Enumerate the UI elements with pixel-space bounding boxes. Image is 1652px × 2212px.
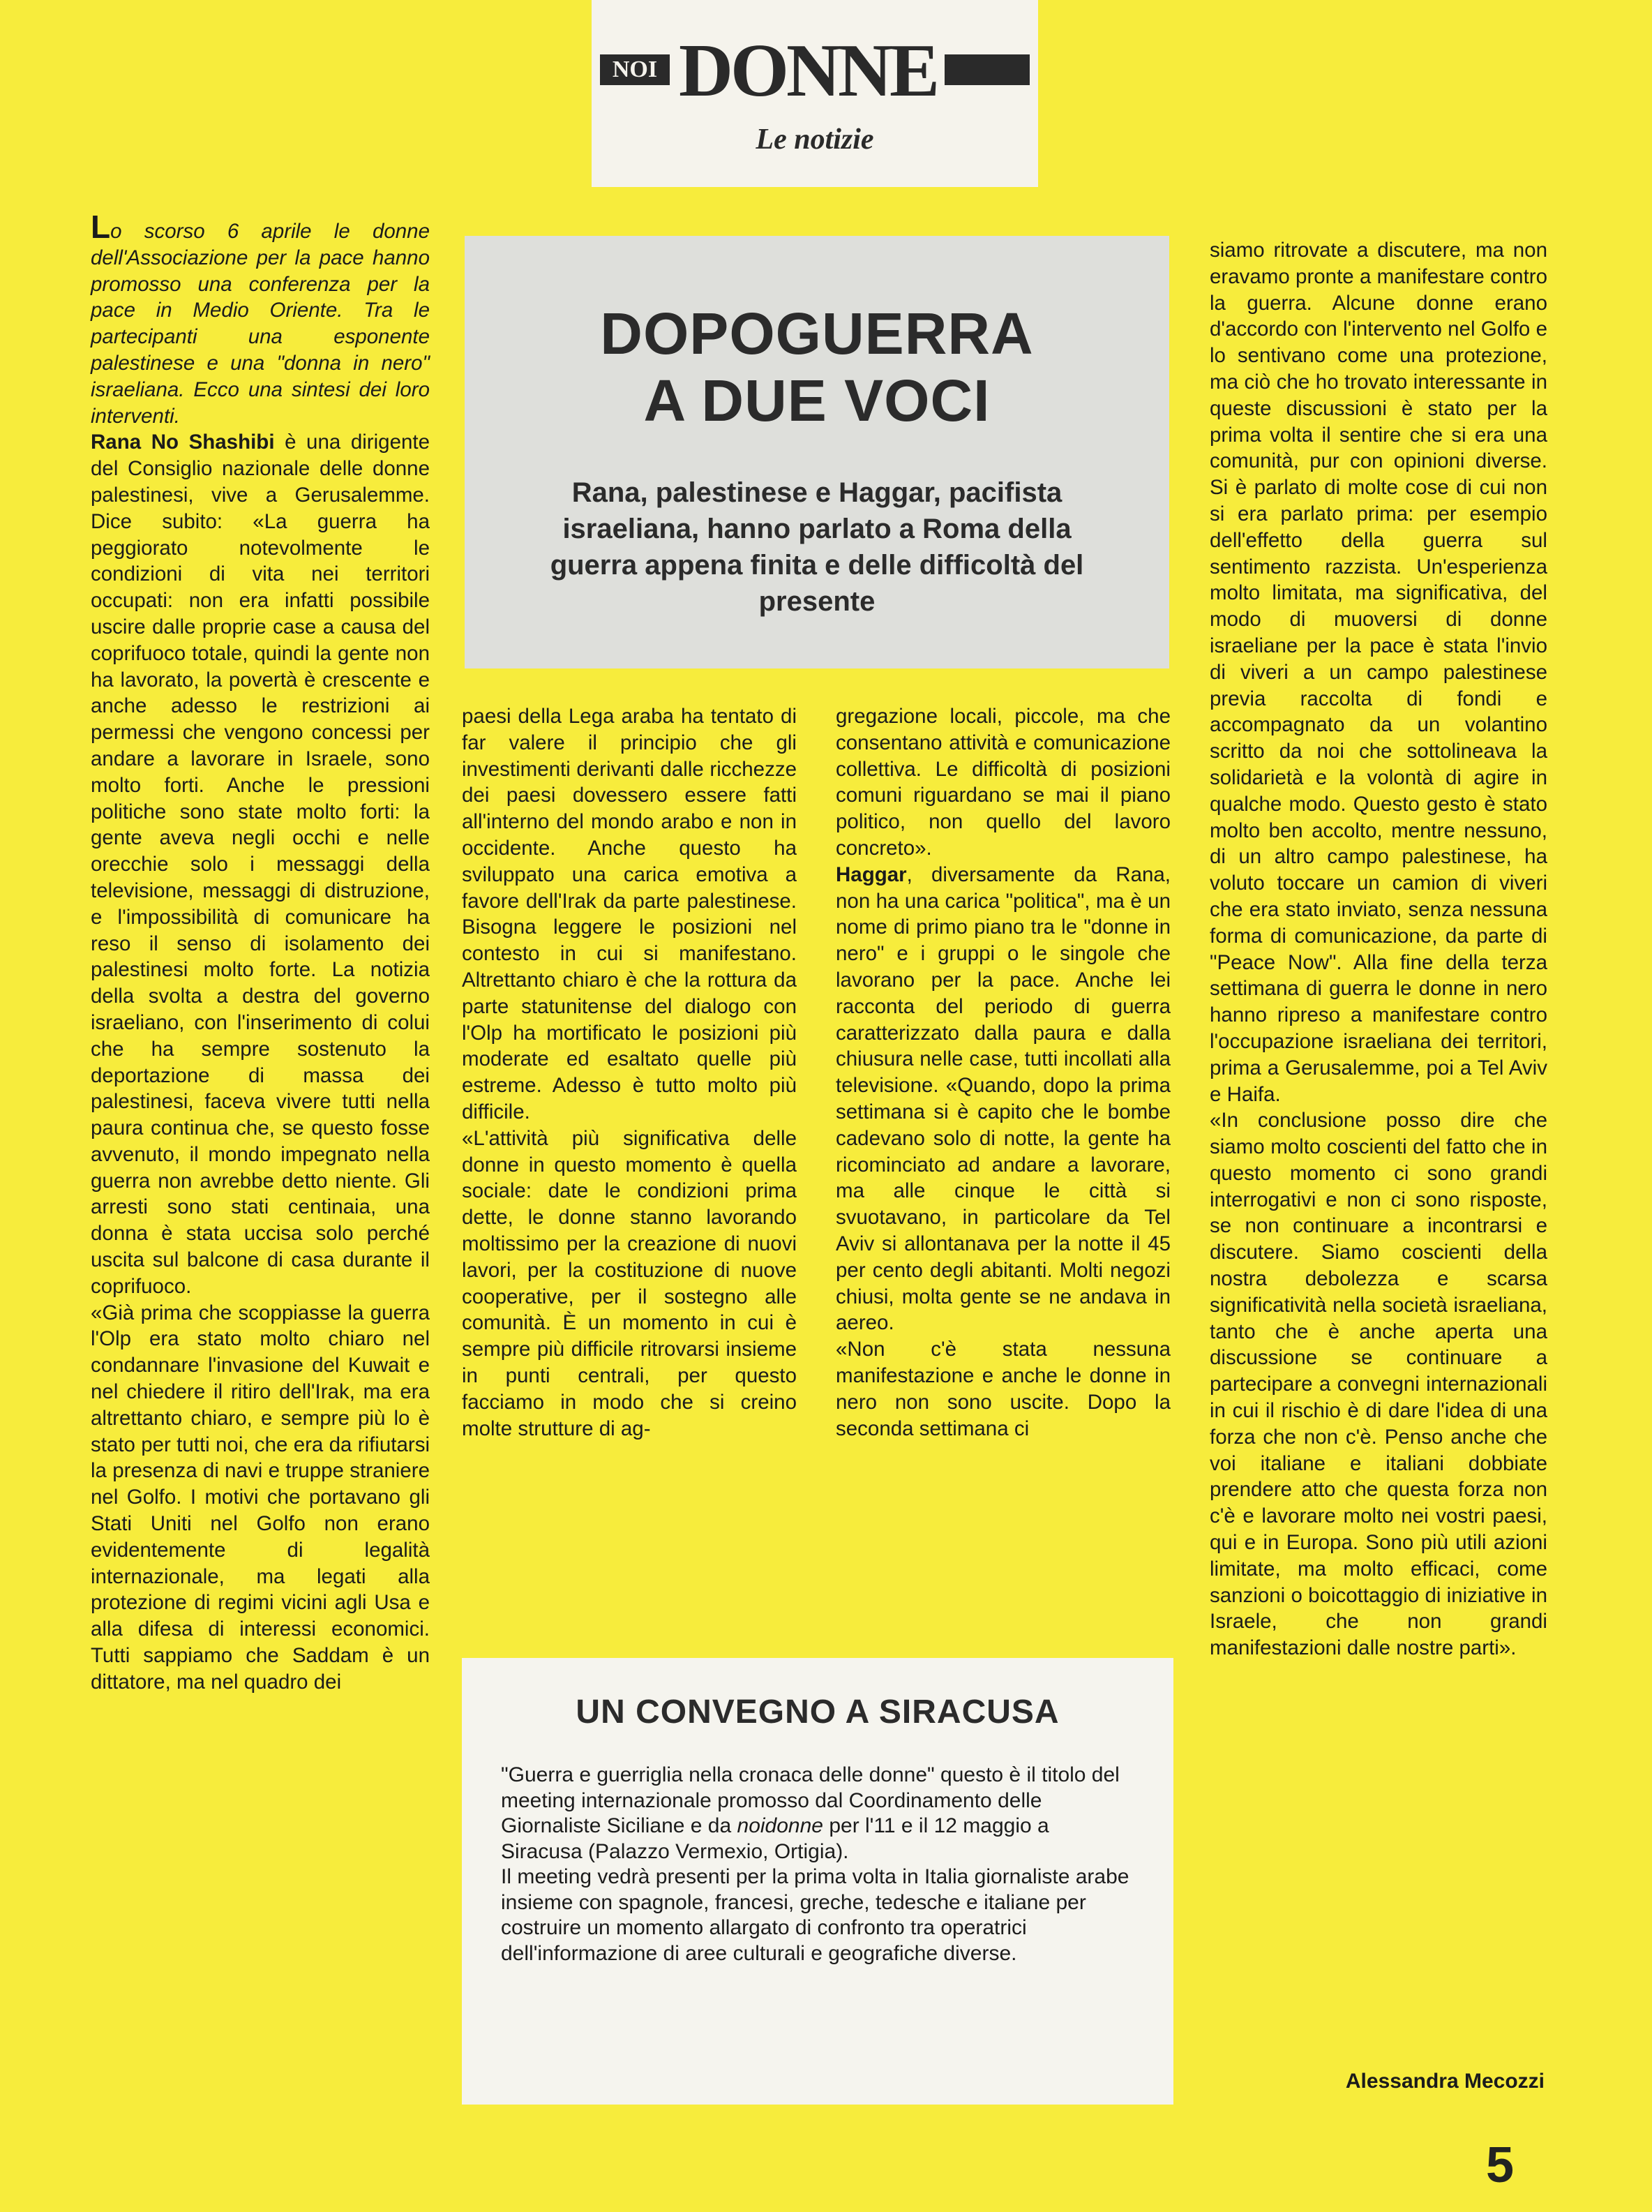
author-signature: Alessandra Mecozzi xyxy=(1345,2070,1545,2093)
sidebar-text xyxy=(501,1763,1136,1966)
headline-line-2: A DUE VOCI xyxy=(643,368,991,433)
headline-deck: Rana, palestinese e Haggar, pacifista israeliana, hanno parlato a Roma della guerra appena finita e delle difficoltà del presente xyxy=(550,477,1084,617)
paragraph xyxy=(836,862,1171,1336)
masthead-noi: NOI xyxy=(612,57,658,82)
paragraph: «L'attività più significativa delle donne in questo momento è quella sociale: date le condizioni prima dette, le donne stanno lavorando moltissimo per la creazione di nuovi lavori, per la costituzione di nuove cooperative, per il sostegno alle comunità. È un momento in cui è sempre più difficile ritrovarsi insieme in punti centrali, per questo facciamo in modo che si creino molte strutture di ag- xyxy=(462,1126,797,1440)
headline xyxy=(465,300,1169,434)
speaker-haggar: Haggar xyxy=(836,862,907,886)
sidebar-text-part: per l'11 e il 12 maggio a Siracusa (Palazzo Vermexio, Ortigia). xyxy=(501,1814,1049,1863)
article-column-2 xyxy=(462,703,797,1442)
paragraph xyxy=(91,429,430,1299)
paragraph: «Già prima che scoppiasse la guerra l'Olp era stato molto chiaro nel condannare l'invasione del Kuwait e nel chiedere il ritiro dell'Irak, ma era altrettanto chiaro, e sempre più lo è stato per tutti noi, che era da rifiutarsi la presenza di navi e truppe straniere nel Golfo. I motivi che portavano gli Stati Uniti nel Golfo non erano evidentemente di legalità internazionale, ma legati alla protezione di regimi vicini agli Usa e alla difesa di interessi economici. Tutti sappiamo che Saddam è un dittatore, ma nel quadro dei xyxy=(91,1301,430,1694)
sidebar-paragraph: Il meeting vedrà presenti per la prima volta in Italia giornaliste arabe insieme con spagnole, francesi, greche, tedesche e italiane per costruire un momento allargato di confronto tra operatrici dell'informazione di aree culturali e geografiche diverse. xyxy=(501,1865,1129,1965)
article-column-3 xyxy=(836,703,1171,1442)
masthead-bar-right xyxy=(945,54,1030,85)
paragraph: «Non c'è stata nessuna manifestazione e anche le donne in nero non sono uscite. Dopo la seconda settimana ci xyxy=(836,1338,1171,1440)
headline-line-1: DOPOGUERRA xyxy=(600,301,1034,366)
intro-text: o scorso 6 aprile le donne dell'Associazione per la pace hanno promosso una conferenza per la pace in Medio Oriente. Tra le partecipanti una esponente palestinese e una "donna in nero" israeliana. Ecco una sintesi dei loro interventi. xyxy=(91,220,430,428)
paragraph-text: , diversamente da Rana, non ha una carica "politica", ma è un nome di primo piano tra le "donne in nero" e i gruppi o le singole che lavorano per la pace. Anche lei racconta del periodo di guerra caratterizzato dalla paura e dalla chiusura nelle case, tutti incollati alla televisione. «Quando, dopo la prima settimana si è capito che le bombe cadevano solo di notte, la gente ha ricominciato ad andare a lavorare, ma alle cinque le città si svuotavano, in particolare da Tel Aviv si allontanava per la notte il 45 per cento degli abitanti. Molti negozi chiusi, molta gente se ne andava in aereo. xyxy=(836,862,1171,1335)
paragraph: gregazione locali, piccole, ma che consentano attività e comunicazione collettiva. Le difficoltà di posizioni comuni riguardano se mai il piano politico, non quello del lavoro concreto». xyxy=(836,705,1171,860)
drop-cap: L xyxy=(91,209,111,245)
speaker-rana: Rana No Shashibi xyxy=(91,431,275,454)
masthead-logo xyxy=(592,29,1038,112)
sidebar-title: UN CONVEGNO A SIRACUSA xyxy=(576,1694,1060,1731)
headline-box xyxy=(465,236,1169,668)
masthead xyxy=(592,0,1038,187)
sidebar-paragraph xyxy=(501,1763,1136,1864)
paragraph: paesi della Lega araba ha tentato di far valere il principio che gli investimenti derivanti dalle ricchezze dei paesi dovessero essere fatti all'interno del mondo arabo e non in occidente. Anche questo ha sviluppato una carica emotiva a favore dell'Irak da parte palestinese. Bisogna leggere le posizioni nel contesto in cui si manifestano. Altrettanto chiaro è che la rottura da parte statunitense del dialogo con l'Olp ha mortificato le posizioni più moderate ed esaltato quelle più estreme. Adesso è tutto molto più difficile. xyxy=(462,705,797,1123)
paragraph: siamo ritrovate a discutere, ma non eravamo pronte a manifestare contro la guerra. Alcune donne erano d'accordo con l'intervento nel Golfo e lo sentivano come una protezione, ma ciò che ho trovato interessante in queste discussioni è stato per la prima volta il sentire che si era una comunità, pur con opinioni diverse. Si è parlato di molte cose di cui non si era parlato prima: per esempio dell'effetto della guerra sul sentimento razzista. Un'esperienza molto limitata, ma significativa, del modo di muoversi di donne israeliane per la pace è stata l'invio di viveri a un campo palestinese previa raccolta di fondi e accompagnato da un volantino scritto da noi che sottolineava la solidarietà e la volontà di agire in qualche modo. Questo gesto è stato molto ben accolto, mentre nessuno, di un altro campo palestinese, ha voluto toccare un camion di viveri che era stato inviato, senza nessuna forma di comunicazione, da parte di "Peace Now". Alla fine della terza settimana di guerra le donne in nero hanno ripreso a manifestare contro l'occupazione israeliana dei territori, prima a Gerusalemme, poi a Tel Aviv e Haifa. xyxy=(1210,239,1547,1106)
paragraph-text: è una dirigente del Consiglio nazionale delle donne palestinesi, vive a Gerusalemme. Dice subito: «La guerra ha peggiorato notevolmente le condizioni di vita nei territori occupati: non era infatti possibile uscire dalle proprie case a causa del coprifuoco totale, quindi la gente non ha lavorato, la povertà è crescente e anche adesso le restrizioni ai permessi che vengono concessi per andare a lavorare in Israele, sono molto forti. Anche le pressioni politiche sono state molto forti: la gente aveva negli occhi e nelle orecchie solo i messaggi della televisione, messaggi di distruzione, e l'impossibilità di comunicare ha reso il senso di isolamento dei palestinesi molto forte. La notizia della svolta a destra del governo israeliano, con l'inserimento di colui che ha sempre sostenuto la deportazione di massa dei palestinesi, faceva vivere tutti nella paura continua che, se questo fosse avvenuto, il mondo impegnato nella guerra non avrebbe detto niente. Gli arresti sono stati centinaia, una donna è stata uccisa solo perché uscita sul balcone di casa durante il coprifuoco. xyxy=(91,431,430,1298)
section-title: Le notizie xyxy=(756,124,874,156)
article-column-4 xyxy=(1210,237,1547,1661)
article-column-1 xyxy=(91,209,430,1696)
page-number: 5 xyxy=(1485,2137,1515,2193)
sidebar-box xyxy=(462,1658,1173,2105)
article-intro xyxy=(91,209,430,429)
sidebar-text-part: "Guerra e guerriglia nella cronaca delle donne" questo è il titolo del meeting internazionale promosso dal Coordinamento delle Giornaliste Siciliane e da xyxy=(501,1763,1120,1837)
sidebar-magazine-name: noidonne xyxy=(737,1814,823,1837)
masthead-donne: DONNE xyxy=(678,29,938,112)
paragraph: «In conclusione posso dire che siamo molto coscienti del fatto che in questo momento ci sono grandi interrogativi e non ci sono risposte, se non continuare a incontrarsi e discutere. Siamo coscienti della nostra debolezza e scarsa significatività nella società israeliana, tanto che è anche aperta una discussione se continuare a partecipare a convegni internazionali in cui il rischio è di dare l'idea di una forza che non c'è. Penso anche che voi italiane e italiani dobbiate prendere atto che questa forza non c'è e lavorare molto nei vostri paesi, qui e in Europa. Sono più utili azioni limitate, ma molto efficaci, come sanzioni o boicottaggio di iniziative in Israele, che non grandi manifestazioni dalle nostre parti». xyxy=(1210,1109,1547,1660)
